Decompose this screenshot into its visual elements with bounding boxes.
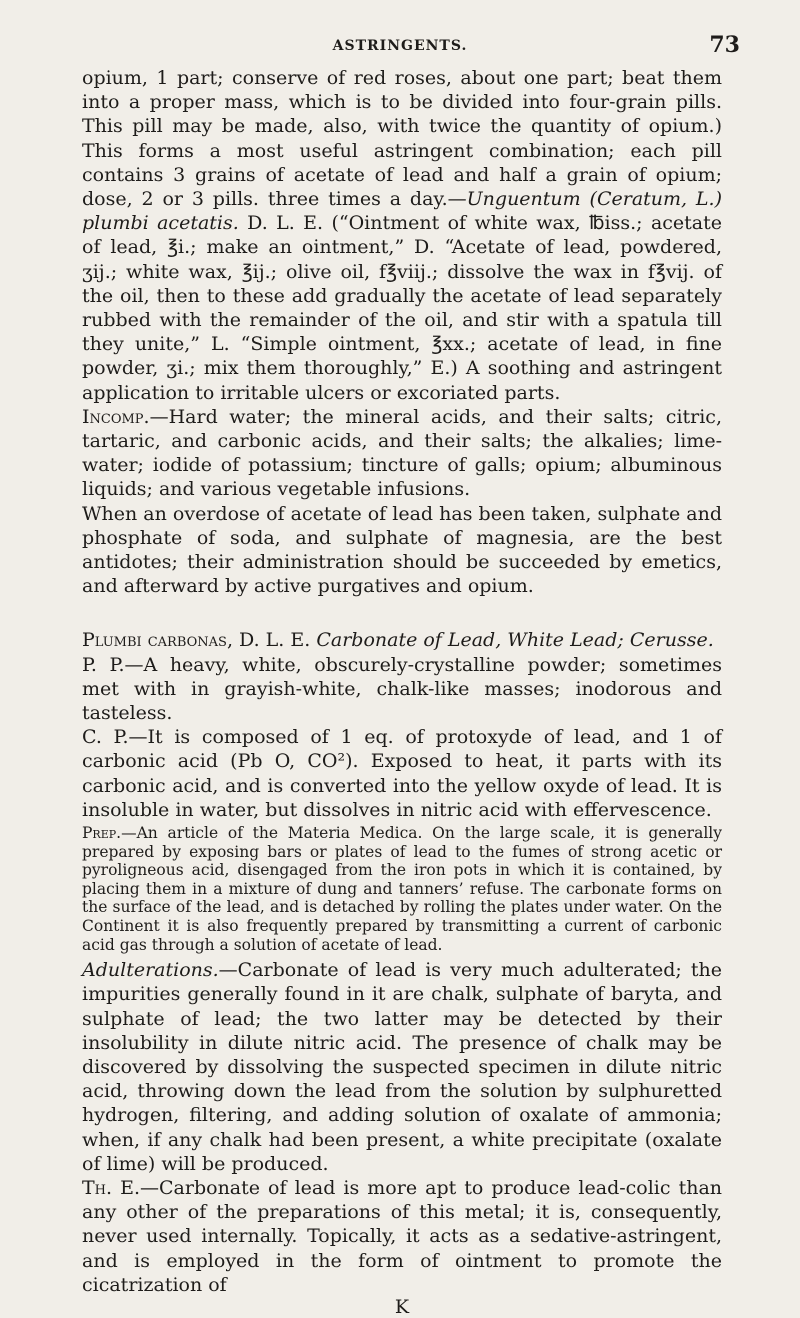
prep-label: Prep.	[82, 824, 122, 843]
th-label: Th. E.	[82, 1177, 141, 1200]
paragraph-adulterations: Adulterations.—Carbonate of lead is very much adulterated; the impurities generally found in it are chalk, sulphate of baryta, and sulphate of lead; the two latter may be detected by their insolubility in dilute nitric acid. The presence of chalk may be discovered by dissolving the suspected specimen in dilute nitric acid, throwing down the lead from the solution by sulphuretted hydrogen, filtering, and adding solution of oxalate of ammonia; when, if any chalk had been present, a white precipitate (oxalate of lime) will be produced.	[82, 959, 722, 1175]
pp-label: P. P.	[82, 653, 125, 676]
page-number: 73	[709, 32, 740, 58]
plumbi-label: Plumbi carbonas,	[82, 629, 233, 652]
paragraph-overdose: When an overdose of acetate of lead has been taken, sulphate and phosphate of soda, and sulphate of magnesia, are the best antidotes; their administration should be succeeded by emetics, and afterward by active purgatives and opium.	[82, 502, 722, 598]
paragraph-opium-pill: opium, 1 part; conserve of red roses, about one part; beat them into a proper mass, which is to be divided into four-grain pills. This pill may be made, also, with twice the quantity of opium.) This forms a most useful astringent combination; each pill contains 3 grains of acetate of lead and half a grain of opium; dose, 2 or 3 pills. three times a day.—Unguentum (Ceratum, L.) plumbi acetatis. D. L. E. (“Ointment of white wax, ℔iss.; acetate of lead, ℥i.; make an ointment,” D. “Acetate of lead, powdered, ʒij.; white wax, ℥ij.; olive oil, f℥viij.; dissolve the wax in f℥vij. of the oil, then to these add gradually the acetate of lead separately rubbed with the remainder of the oil, and stir with a spatula till they unite,” L. “Simple ointment, ℥xx.; acetate of lead, in fine powder, ʒi.; mix them thoroughly,” E.) A soothing and astringent application to irritable ulcers or excoriated parts.	[82, 67, 722, 404]
running-head: ASTRINGENTS.	[332, 38, 468, 54]
paragraph-physical-properties: P. P.—A heavy, white, obscurely-crystalline powder; sometimes met with in grayish-white, chalk-like masses; inodorous and tasteless.	[82, 653, 722, 725]
paragraph-incompatibles: Incomp.—Hard water; the mineral acids, and their salts; citric, tartaric, and carbonic acids, and their salts; the alkalies; lime-water; iodide of potassium; tincture of galls; opium; albuminous liquids; and various vegetable infusions.	[82, 405, 722, 501]
paragraph-chemical-properties: C. P.—It is composed of 1 eq. of protoxyde of lead, and 1 of carbonic acid (Pb O, CO²). Exposed to heat, it parts with its carbonic acid, and is converted into the yellow oxyde of lead. It is insoluble in water, but dissolves in nitric acid with effervescence.	[82, 726, 723, 821]
paragraph-therapeutic-effects: Th. E.—Carbonate of lead is more apt to produce lead-colic than any other of the preparations of this metal; it is, consequently, never used internally. Topically, it acts as a sedative-astringent, and is employed in the form of ointment to promote the cicatrization of	[82, 1177, 723, 1296]
paragraph-preparation: Prep.—An article of the Materia Medica. On the large scale, it is generally prepared by exposing bars or plates of lead to the fumes of strong acetic or pyroligneous acid, disengaged from the iron pots in which it is contained, by placing them in a mixture of dung and tanners’ refuse. The carbonate forms on the surface of the lead, and is detached by rolling the plates under water. On the Continent it is also frequently prepared by transmitting a current of carbonic acid gas through a solution of acetate of lead.	[82, 824, 722, 954]
plumbi-common-name: Carbonate of Lead, White Lead; Cerusse.	[316, 629, 714, 652]
page-header	[0, 32, 800, 62]
heading-plumbi-carbonas: Plumbi carbonas, D. L. E. Carbonate of Lead, White Lead; Cerusse.	[82, 629, 714, 652]
unguentum-term: Unguentum (Ceratum, L.) plumbi acetatis.	[82, 188, 722, 235]
incomp-label: Incomp.	[82, 405, 150, 428]
cp-label: C. P.	[82, 726, 129, 749]
adulterations-label: Adulterations.	[82, 959, 219, 982]
page-body	[82, 66, 722, 1317]
signature-mark: K	[394, 1296, 410, 1318]
